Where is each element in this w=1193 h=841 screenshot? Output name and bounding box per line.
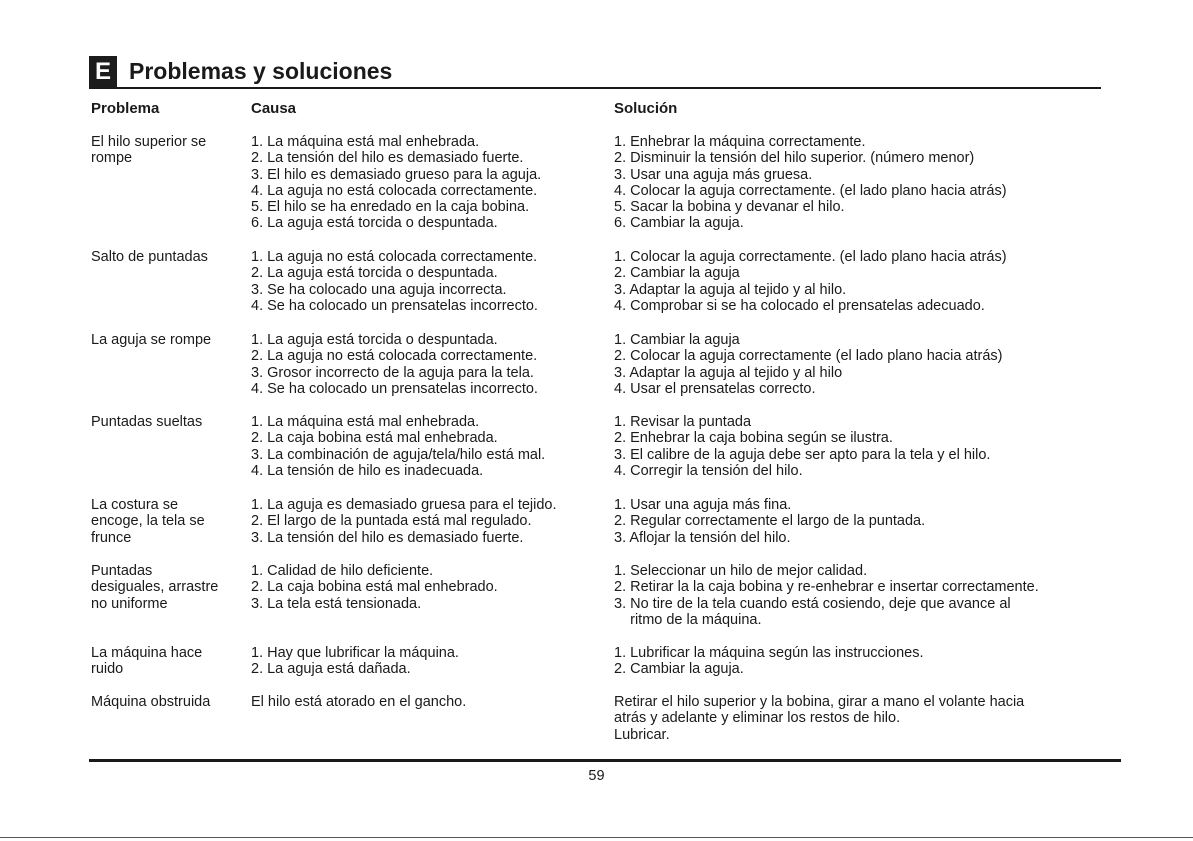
problem-cell bbox=[91, 134, 206, 167]
problem-text: ruido bbox=[91, 661, 124, 678]
solution-list bbox=[614, 694, 1024, 743]
page-title: Problemas y soluciones bbox=[129, 58, 393, 84]
problem-text: El hilo superior se bbox=[91, 134, 207, 150]
cause-item: 2. La aguja no está colocada correctamente. bbox=[251, 348, 538, 365]
solution-item: 2. Enhebrar la caja bobina según se ilustra. bbox=[614, 430, 893, 447]
solution-item: 4. Comprobar si se ha colocado el prensatelas adecuado. bbox=[614, 297, 985, 314]
solution-item: 1. Lubrificar la máquina según las instrucciones. bbox=[614, 645, 924, 661]
cause-item: 3. El hilo es demasiado grueso para la aguja. bbox=[251, 166, 542, 183]
solution-item: 3. Usar una aguja más gruesa. bbox=[614, 166, 813, 183]
cause-item: 1. Hay que lubrificar la máquina. bbox=[251, 645, 459, 661]
problem-text: rompe bbox=[91, 150, 133, 167]
problem-cell bbox=[91, 497, 205, 546]
cause-item: 1. La máquina está mal enhebrada. bbox=[251, 134, 480, 150]
page-edge-divider bbox=[0, 837, 1193, 838]
solution-item: 3. El calibre de la aguja debe ser apto para la tela y el hilo. bbox=[614, 446, 991, 463]
solution-item: 2. Cambiar la aguja bbox=[614, 265, 740, 282]
cause-item: 6. La aguja está torcida o despuntada. bbox=[251, 215, 498, 232]
problem-cell bbox=[91, 694, 210, 710]
cause-list bbox=[251, 249, 538, 314]
cause-list bbox=[251, 694, 466, 710]
solution-item: 1. Usar una aguja más fina. bbox=[614, 497, 792, 513]
column-header-cause: Causa bbox=[251, 100, 297, 117]
solution-item: 2. Colocar la aguja correctamente (el lado plano hacia atrás) bbox=[614, 348, 1003, 365]
footer-rule bbox=[89, 759, 1121, 762]
problem-text: Salto de puntadas bbox=[91, 249, 208, 265]
problem-cell bbox=[91, 414, 202, 430]
cause-item: 2. La aguja está torcida o despuntada. bbox=[251, 265, 498, 282]
cause-item: 4. La tensión de hilo es inadecuada. bbox=[251, 462, 484, 479]
solution-list bbox=[614, 332, 1003, 397]
cause-item: El hilo está atorado en el gancho. bbox=[251, 694, 467, 710]
solution-list bbox=[614, 645, 924, 678]
page-number: 59 bbox=[588, 768, 605, 784]
solution-item: 4. Corregir la tensión del hilo. bbox=[614, 462, 803, 479]
solution-item: 6. Cambiar la aguja. bbox=[614, 215, 744, 232]
cause-item: 4. La aguja no está colocada correctamente. bbox=[251, 182, 538, 199]
cause-list bbox=[251, 645, 459, 678]
solution-item: 1. Seleccionar un hilo de mejor calidad. bbox=[614, 563, 868, 579]
cause-item: 4. Se ha colocado un prensatelas incorrecto. bbox=[251, 297, 538, 314]
problem-text: frunce bbox=[91, 529, 132, 546]
problem-cell bbox=[91, 332, 211, 348]
cause-item: 2. El largo de la puntada está mal regulado. bbox=[251, 513, 532, 530]
solution-item: 1. Enhebrar la máquina correctamente. bbox=[614, 134, 866, 150]
cause-item: 3. Grosor incorrecto de la aguja para la tela. bbox=[251, 364, 534, 381]
problem-text: La máquina hace bbox=[91, 645, 203, 661]
problem-cell bbox=[91, 645, 202, 678]
cause-list bbox=[251, 563, 498, 612]
solution-item: atrás y adelante y eliminar los restos de hilo. bbox=[614, 710, 901, 727]
solution-item: Retirar el hilo superior y la bobina, girar a mano el volante hacia bbox=[614, 694, 1025, 710]
problem-text: no uniforme bbox=[91, 595, 168, 612]
solution-list bbox=[614, 249, 1007, 314]
solution-item: 3. Adaptar la aguja al tejido y al hilo bbox=[614, 364, 843, 381]
cause-item: 3. La combinación de aguja/tela/hilo está mal. bbox=[251, 446, 546, 463]
problem-text: encoge, la tela se bbox=[91, 513, 205, 530]
problem-text: desiguales, arrastre bbox=[91, 579, 219, 596]
problem-text: Puntadas bbox=[91, 563, 153, 579]
problem-cell bbox=[91, 563, 218, 612]
solution-item: 2. Regular correctamente el largo de la puntada. bbox=[614, 513, 926, 530]
cause-item: 3. La tela está tensionada. bbox=[251, 595, 422, 612]
cause-item: 2. La caja bobina está mal enhebrada. bbox=[251, 430, 498, 447]
cause-item: 1. La aguja es demasiado gruesa para el tejido. bbox=[251, 497, 557, 513]
cause-item: 1. La máquina está mal enhebrada. bbox=[251, 414, 480, 430]
cause-item: 3. Se ha colocado una aguja incorrecta. bbox=[251, 281, 507, 298]
solution-item: 3. No tire de la tela cuando está cosiendo, deje que avance al bbox=[614, 595, 1011, 612]
cause-item: 1. La aguja está torcida o despuntada. bbox=[251, 332, 498, 348]
solution-item: 3. Aflojar la tensión del hilo. bbox=[614, 529, 791, 546]
solution-item: ritmo de la máquina. bbox=[614, 611, 762, 628]
problem-cell bbox=[91, 249, 208, 265]
solution-item: 2. Retirar la la caja bobina y re-enhebrar e insertar correctamente. bbox=[614, 579, 1039, 596]
cause-item: 4. Se ha colocado un prensatelas incorrecto. bbox=[251, 380, 538, 397]
cause-item: 1. Calidad de hilo deficiente. bbox=[251, 563, 434, 579]
solution-item: Lubricar. bbox=[614, 726, 670, 743]
cause-item: 3. La tensión del hilo es demasiado fuerte. bbox=[251, 529, 524, 546]
section-badge: E bbox=[89, 56, 117, 87]
column-header-solution: Solución bbox=[614, 100, 678, 117]
solution-list bbox=[614, 414, 990, 479]
solution-list bbox=[614, 563, 1039, 628]
problem-text: Puntadas sueltas bbox=[91, 414, 203, 430]
solution-item: 2. Disminuir la tensión del hilo superior. (número menor) bbox=[614, 150, 975, 167]
cause-list bbox=[251, 497, 557, 546]
solution-list bbox=[614, 497, 925, 546]
cause-item: 2. La tensión del hilo es demasiado fuerte. bbox=[251, 150, 524, 167]
solution-item: 5. Sacar la bobina y devanar el hilo. bbox=[614, 199, 845, 216]
solution-item: 1. Cambiar la aguja bbox=[614, 332, 740, 348]
problem-text: Máquina obstruida bbox=[91, 694, 211, 710]
cause-list bbox=[251, 332, 538, 397]
solution-item: 1. Revisar la puntada bbox=[614, 414, 752, 430]
column-header-problem: Problema bbox=[91, 100, 160, 117]
solution-item: 4. Usar el prensatelas correcto. bbox=[614, 380, 816, 397]
cause-item: 5. El hilo se ha enredado en la caja bobina. bbox=[251, 199, 530, 216]
section-header bbox=[89, 56, 392, 87]
problem-text: La aguja se rompe bbox=[91, 332, 212, 348]
cause-item: 1. La aguja no está colocada correctamente. bbox=[251, 249, 538, 265]
solution-item: 1. Colocar la aguja correctamente. (el lado plano hacia atrás) bbox=[614, 249, 1007, 265]
cause-item: 2. La caja bobina está mal enhebrado. bbox=[251, 579, 498, 596]
cause-list bbox=[251, 414, 545, 479]
problem-text: La costura se bbox=[91, 497, 179, 513]
solution-list bbox=[614, 134, 1007, 232]
solution-item: 3. Adaptar la aguja al tejido y al hilo. bbox=[614, 281, 847, 298]
header-rule bbox=[89, 87, 1101, 89]
solution-item: 2. Cambiar la aguja. bbox=[614, 661, 744, 678]
solution-item: 4. Colocar la aguja correctamente. (el lado plano hacia atrás) bbox=[614, 182, 1007, 199]
cause-item: 2. La aguja está dañada. bbox=[251, 661, 411, 678]
cause-list bbox=[251, 134, 541, 232]
